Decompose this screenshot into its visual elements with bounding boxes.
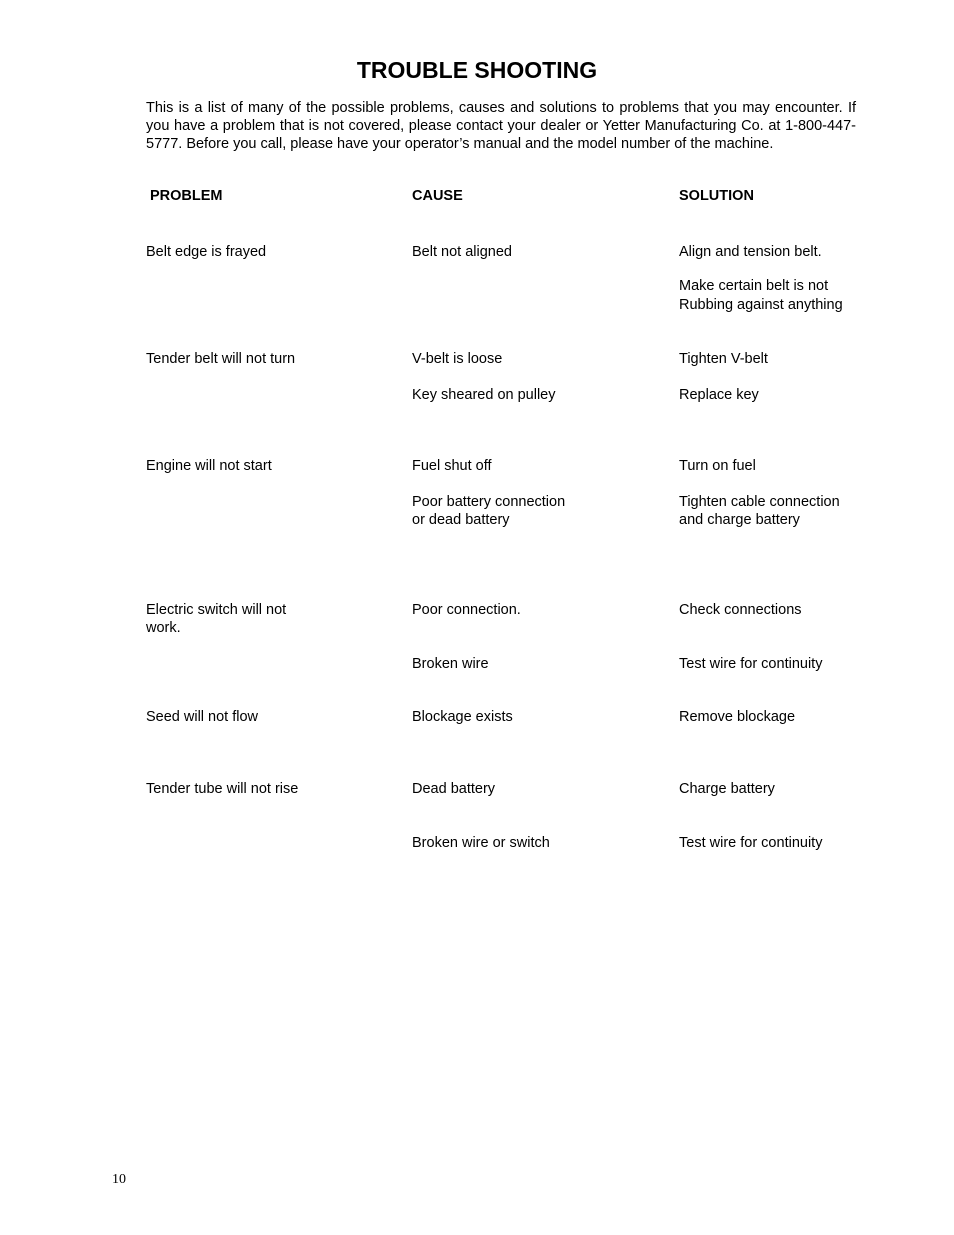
solution-cell: Align and tension belt. <box>679 244 822 260</box>
page-number: 10 <box>112 1172 126 1187</box>
problem-cell: Electric switch will not <box>146 602 287 618</box>
cause-cell: Fuel shut off <box>412 458 492 474</box>
problem-cell: work. <box>146 620 181 636</box>
problem-cell: Engine will not start <box>146 458 272 474</box>
cause-cell: Key sheared on pulley <box>412 387 556 403</box>
problem-cell: Tender tube will not rise <box>146 781 299 797</box>
cause-cell: Poor connection. <box>412 602 521 618</box>
cause-cell: Poor battery connection <box>412 494 566 510</box>
problem-cell: Seed will not flow <box>146 709 259 725</box>
solution-cell: Charge battery <box>679 781 775 797</box>
cause-cell: Blockage exists <box>412 709 513 725</box>
solution-cell: Remove blockage <box>679 709 796 725</box>
solution-cell: Test wire for continuity <box>679 656 823 672</box>
cause-cell: Broken wire <box>412 656 489 672</box>
header-problem: PROBLEM <box>150 188 223 204</box>
solution-cell: Tighten cable connection <box>679 494 840 510</box>
solution-cell: Replace key <box>679 387 759 403</box>
solution-cell: Make certain belt is not <box>679 278 829 294</box>
cause-cell: Broken wire or switch <box>412 835 550 851</box>
problem-cell: Tender belt will not turn <box>146 351 296 367</box>
intro-paragraph: This is a list of many of the possible problems, causes and solutions to problems that you may encounter. If you have a problem that is not covered, please contact your dealer or Yetter Manufacturing Co. at 1-800-447-5777. Before you call, please have your operator’s manual and the model number of the machine. <box>146 100 856 152</box>
solution-cell: Rubbing against anything <box>679 297 843 313</box>
solution-cell: Turn on fuel <box>679 458 756 474</box>
solution-cell: and charge battery <box>679 512 800 528</box>
cause-cell: Dead battery <box>412 781 496 797</box>
problem-cell: Belt edge is frayed <box>146 244 267 260</box>
solution-cell: Tighten V-belt <box>679 351 768 367</box>
cause-cell: Belt not aligned <box>412 244 512 260</box>
header-solution: SOLUTION <box>679 188 754 204</box>
solution-cell: Test wire for continuity <box>679 835 823 851</box>
cause-cell: V-belt is loose <box>412 351 503 367</box>
cause-cell: or dead battery <box>412 512 510 528</box>
header-cause: CAUSE <box>412 188 463 204</box>
page-title: TROUBLE SHOOTING <box>356 57 598 83</box>
solution-cell: Check connections <box>679 602 802 618</box>
